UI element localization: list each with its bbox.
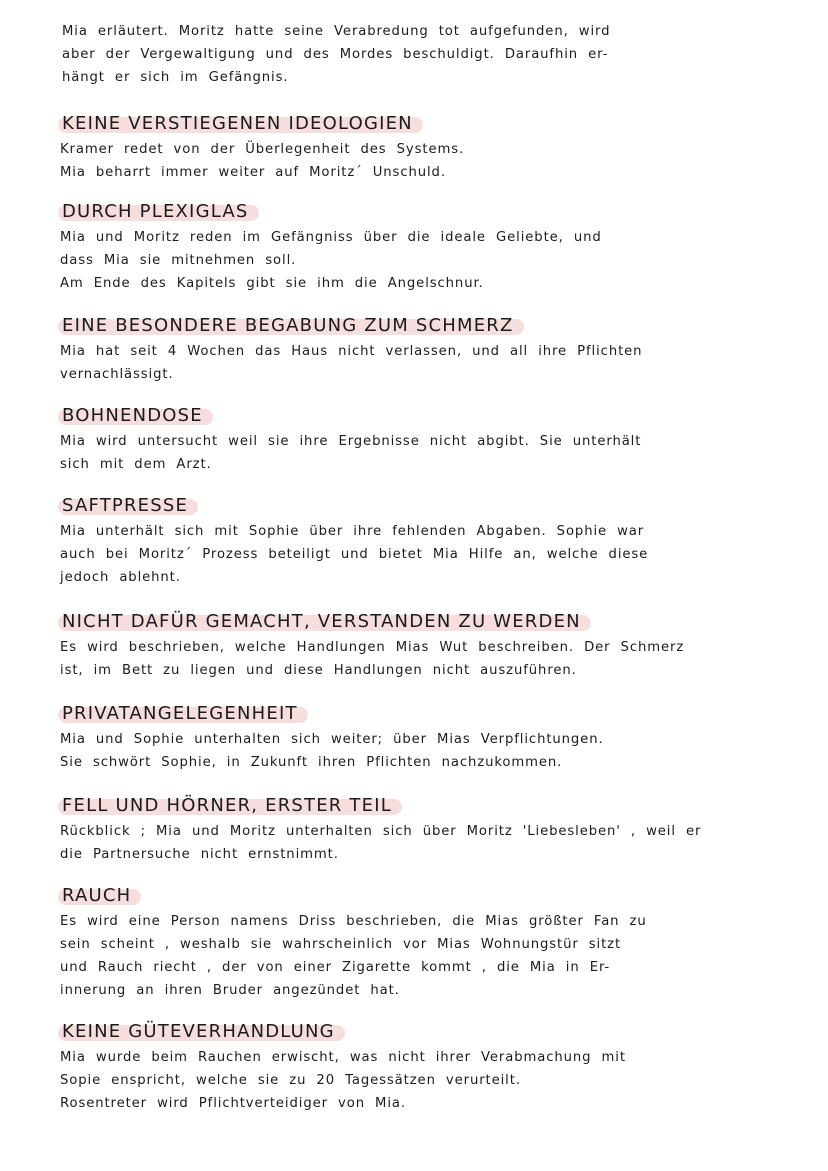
section-heading: DURCH PLEXIGLAS [60,200,255,224]
section-heading: FELL UND HÖRNER, ERSTER TEIL [60,794,398,818]
section-eine-besondere-begabung [60,314,790,386]
section-fell-und-hoerner [60,794,790,866]
section-line: Am Ende des Kapitels gibt sie ihm die Angelschnur. [60,276,484,291]
section-keine-gueteverhandlung [60,1020,790,1115]
section-line: innerung an ihren Bruder angezündet hat. [60,983,400,998]
section-line: Sie schwört Sophie, in Zukunft ihren Pflichten nachzukommen. [60,755,563,770]
section-text [60,910,790,1002]
section-line: Es wird beschrieben, welche Handlungen Mias Wut beschreiben. Der Schmerz [60,640,685,655]
section-line: Rosentreter wird Pflichtverteidiger von Mia. [60,1096,406,1111]
section-heading: PRIVATANGELEGENHEIT [60,702,304,726]
section-line: auch bei Moritz´ Prozess beteiligt und bietet Mia Hilfe an, welche diese [60,547,649,562]
section-rauch [60,884,790,1002]
intro-line: aber der Vergewaltigung und des Mordes beschuldigt. Daraufhin er- [62,47,609,62]
section-durch-plexiglas [60,200,790,295]
section-line: Mia unterhält sich mit Sophie über ihre fehlenden Abgaben. Sophie war [60,524,645,539]
section-text [60,636,790,682]
section-line: Mia und Sophie unterhalten sich weiter; über Mias Verpflichtungen. [60,732,604,747]
section-line: sein scheint , weshalb sie wahrscheinlich vor Mias Wohnungstür sitzt [60,937,622,952]
section-heading: BOHNENDOSE [60,404,209,428]
section-heading: NICHT DAFÜR GEMACHT, VERSTANDEN ZU WERDEN [60,610,587,634]
intro-line: Mia erläutert. Moritz hatte seine Verabredung tot aufgefunden, wird [62,24,611,39]
section-nicht-dafuer-gemacht [60,610,790,682]
section-line: Es wird eine Person namens Driss beschrieben, die Mias größter Fan zu [60,914,647,929]
section-line: jedoch ablehnt. [60,570,181,585]
section-text [60,820,790,866]
section-text [60,1046,790,1115]
section-line: Mia wurde beim Rauchen erwischt, was nicht ihrer Verabmachung mit [60,1050,626,1065]
section-heading: KEINE GÜTEVERHANDLUNG [60,1020,341,1044]
section-line: vernachlässigt. [60,367,174,382]
section-line: sich mit dem Arzt. [60,457,212,472]
section-saftpresse [60,494,790,589]
section-line: und Rauch riecht , der von einer Zigarette kommt , die Mia in Er- [60,960,611,975]
section-heading: KEINE VERSTIEGENEN IDEOLOGIEN [60,112,419,136]
section-text [60,226,790,295]
section-line: Rückblick ; Mia und Moritz unterhalten sich über Moritz 'Liebesleben' , weil er [60,824,702,839]
section-bohnendose [60,404,790,476]
section-line: Mia wird untersucht weil sie ihre Ergebnisse nicht abgibt. Sie unterhält [60,434,642,449]
section-line: dass Mia sie mitnehmen soll. [60,253,297,268]
section-text [60,520,790,589]
section-text [60,340,790,386]
section-privatangelegenheit [60,702,790,774]
section-heading: RAUCH [60,884,137,908]
section-text [60,728,790,774]
section-line: ist, im Bett zu liegen und diese Handlungen nicht auszuführen. [60,663,577,678]
section-line: Mia und Moritz reden im Gefängniss über die ideale Geliebte, und [60,230,602,245]
intro-paragraph [62,20,782,89]
section-line: Mia beharrt immer weiter auf Moritz´ Unschuld. [60,165,446,180]
intro-line: hängt er sich im Gefängnis. [62,70,289,85]
section-line: Sopie enspricht, welche sie zu 20 Tagessätzen verurteilt. [60,1073,521,1088]
section-keine-verstiegenen-ideologien [60,112,790,184]
intro-text [62,20,782,89]
section-line: Mia hat seit 4 Wochen das Haus nicht verlassen, und all ihre Pflichten [60,344,643,359]
section-text [60,430,790,476]
section-text [60,138,790,184]
section-heading: SAFTPRESSE [60,494,194,518]
section-heading: EINE BESONDERE BEGABUNG ZUM SCHMERZ [60,314,520,338]
section-line: Kramer redet von der Überlegenheit des Systems. [60,142,465,157]
section-line: die Partnersuche nicht ernstnimmt. [60,847,339,862]
